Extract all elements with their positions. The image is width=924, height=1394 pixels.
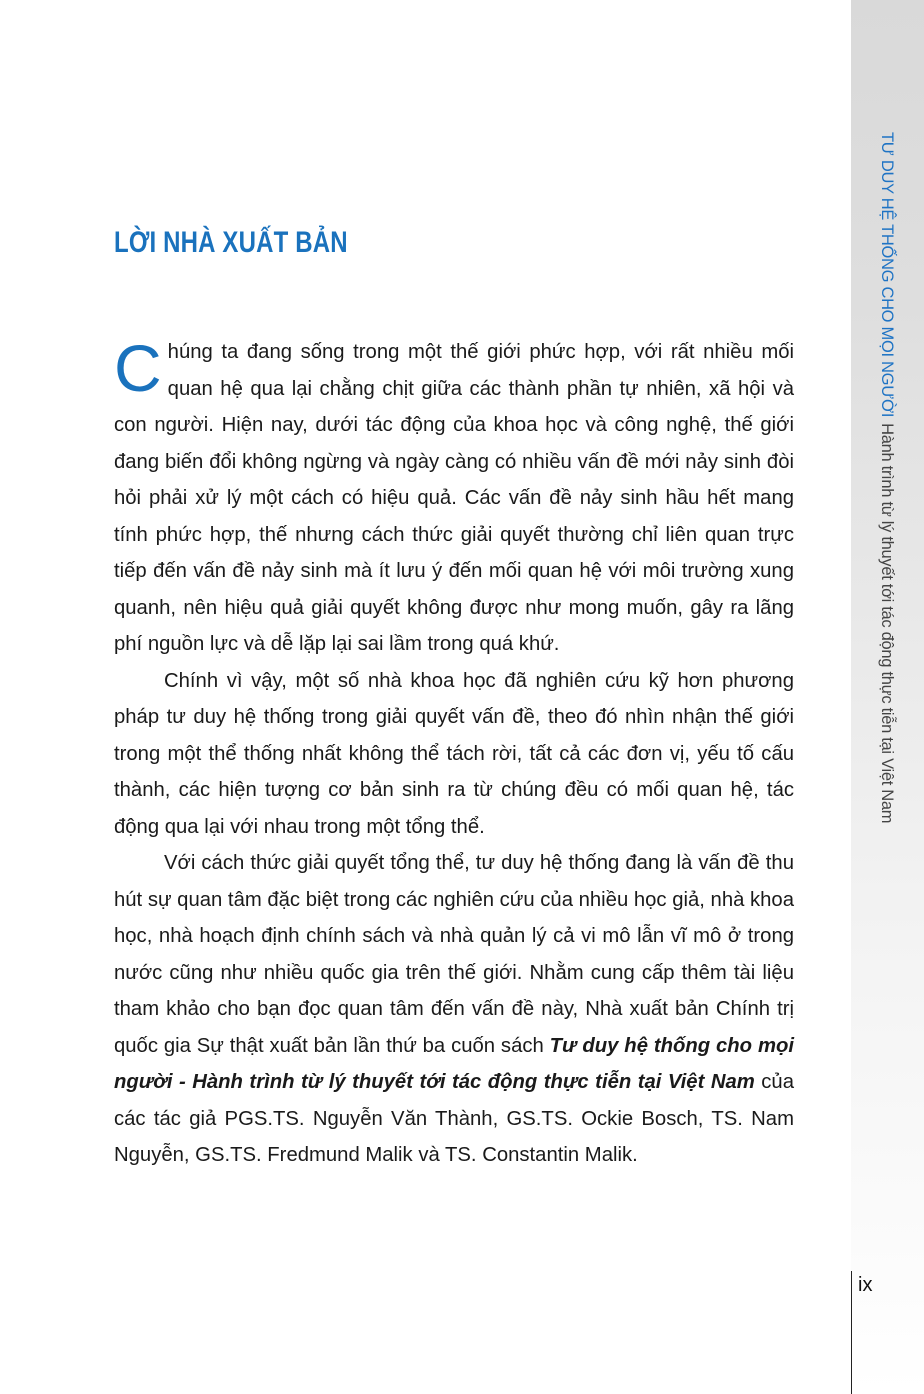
book-title: Tư duy hệ thống cho mọi người - Hành trình từ lý thuyết tới tác động thực tiễn tại Việt Nam <box>114 1034 794 1093</box>
series-title: TƯ DUY HỆ THỐNG CHO MỌI NGƯỜI <box>878 132 896 418</box>
series-subtitle: Hành trình từ lý thuyết tới tác động thực tiễn tại Việt Nam <box>878 423 896 824</box>
paragraph-3 <box>114 845 794 1174</box>
page-number: ix <box>858 1274 873 1296</box>
body-text <box>114 331 794 1174</box>
drop-cap: C <box>114 331 162 405</box>
paragraph-3-text-after: của các tác giả PGS.TS. Nguyễn Văn Thành, GS.TS. Ockie Bosch, TS. Nam Nguyễn, GS.TS. Fredmund Malik và TS. Constantin Malik. <box>114 1071 794 1166</box>
paragraph-2: Chính vì vậy, một số nhà khoa học đã nghiên cứu kỹ hơn phương pháp tư duy hệ thống trong giải quyết vấn đề, theo đó nhìn nhận thế giới trong một thể thống nhất không thể tách rời, tất cả các đơn vị, yếu tố cấu thành, các hiện tượng cơ bản sinh ra từ chúng đều có mối quan hệ, tác động qua lại với nhau trong một tổng thể. <box>114 669 794 838</box>
side-running-title <box>874 132 900 822</box>
paragraph-3-text-before: Với cách thức giải quyết tổng thể, tư duy hệ thống đang là vấn đề thu hút sự quan tâm đặc biệt trong các nghiên cứu của nhiều học giả, nhà khoa học, nhà hoạch định chính sách và nhà quản lý cả vi mô lẫn vĩ mô ở trong nước cũng như nhiều quốc gia trên thế giới. Nhằm cung cấp thêm tài liệu tham khảo cho bạn đọc quan tâm đến vấn đề này, Nhà xuất bản Chính trị quốc gia Sự thật xuất bản lần thứ ba cuốn sách <box>114 852 794 1057</box>
page-number-divider <box>851 1271 852 1394</box>
paragraph-1 <box>114 331 794 663</box>
paragraph-1-text: húng ta đang sống trong một thế giới phức hợp, với rất nhiều mối quan hệ qua lại chằng chịt giữa các thành phần tự nhiên, xã hội và con người. Hiện nay, dưới tác động của khoa học và công nghệ, thế giới đang biến đổi không ngừng và ngày càng có nhiều vấn đề mới nảy sinh đòi hỏi phải xử lý một cách có hiệu quả. Các vấn đề nảy sinh hầu hết mang tính phức hợp, thế nhưng cách thức giải quyết thường chỉ liên quan trực tiếp đến vấn đề nảy sinh mà ít lưu ý đến mối quan hệ với môi trường xung quanh, nên hiệu quả giải quyết không được như mong muốn, gây ra lãng phí nguồn lực và dễ lặp lại sai lầm trong quá khứ. <box>114 341 794 655</box>
page-heading: LỜI NHÀ XUẤT BẢN <box>114 226 348 259</box>
